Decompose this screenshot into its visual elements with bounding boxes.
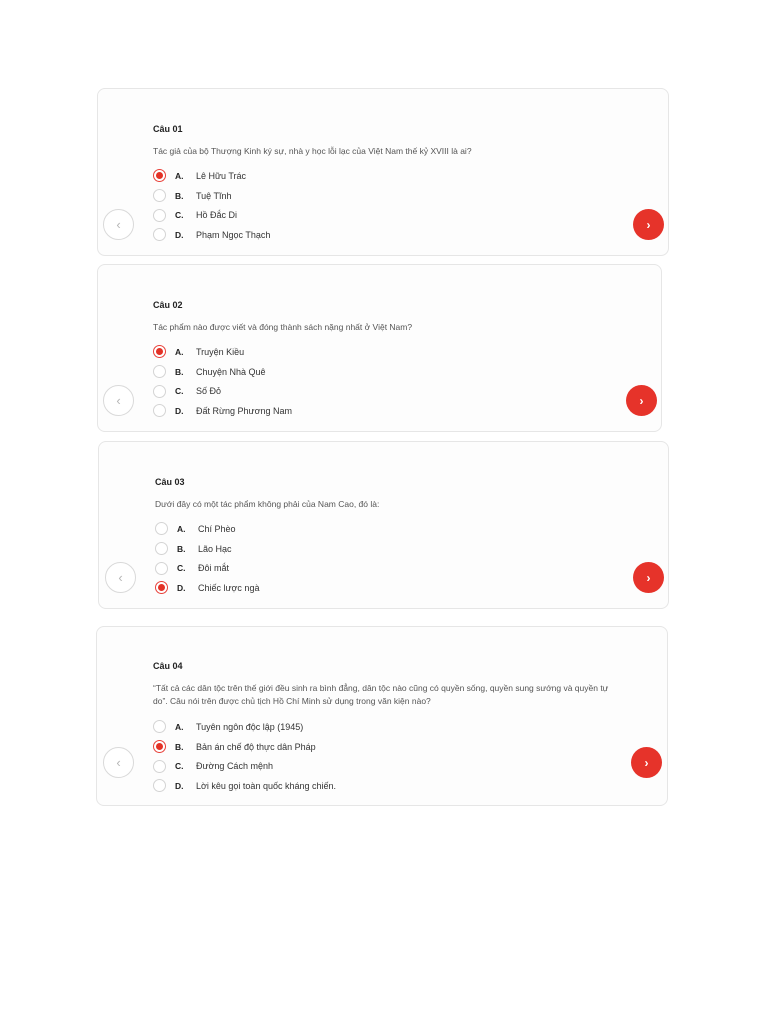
radio-selected[interactable] — [155, 581, 168, 594]
question-card-1 — [97, 88, 669, 256]
answer-options — [155, 519, 259, 598]
option-letter: A. — [175, 170, 184, 181]
option-a[interactable] — [153, 342, 292, 362]
answer-options — [153, 166, 270, 245]
option-text: Số Đỏ — [196, 386, 222, 397]
option-d[interactable] — [153, 401, 292, 421]
option-letter: C. — [175, 761, 184, 772]
question-card-4 — [96, 626, 668, 806]
radio-selected[interactable] — [153, 169, 166, 182]
chevron-right-icon: › — [644, 755, 649, 770]
prev-button[interactable] — [103, 747, 134, 778]
option-letter: B. — [177, 543, 186, 554]
option-letter: C. — [175, 210, 184, 221]
next-button[interactable] — [633, 562, 664, 593]
option-a[interactable] — [155, 519, 259, 539]
next-button[interactable] — [633, 209, 664, 240]
option-text: Lời kêu gọi toàn quốc kháng chiến. — [196, 780, 337, 791]
chevron-right-icon: › — [639, 393, 644, 408]
radio-selected[interactable] — [153, 345, 166, 358]
answer-options — [153, 342, 292, 421]
option-d[interactable] — [153, 225, 270, 245]
option-d[interactable] — [153, 776, 336, 796]
option-text: Hồ Đắc Di — [196, 210, 238, 221]
next-button[interactable] — [631, 747, 662, 778]
radio[interactable] — [153, 228, 166, 241]
question-text: Tác phẩm nào được viết và đóng thành sách nặng nhất ở Việt Nam? — [153, 322, 413, 332]
option-letter: D. — [175, 780, 184, 791]
option-a[interactable] — [153, 717, 336, 737]
chevron-right-icon: › — [646, 570, 651, 585]
question-title: Câu 03 — [155, 477, 185, 487]
option-a[interactable] — [153, 166, 270, 186]
chevron-left-icon: ‹ — [118, 570, 123, 585]
option-letter: B. — [175, 190, 184, 201]
option-c[interactable] — [153, 205, 270, 225]
option-letter: B. — [175, 366, 184, 377]
option-text: Tuệ Tĩnh — [196, 190, 232, 201]
prev-button[interactable] — [103, 385, 134, 416]
question-text: Dưới đây có một tác phẩm không phải của Nam Cao, đó là: — [155, 499, 380, 509]
radio[interactable] — [153, 779, 166, 792]
option-text: Truyện Kiều — [196, 346, 245, 357]
question-card-3 — [98, 441, 669, 609]
radio[interactable] — [153, 760, 166, 773]
option-letter: A. — [177, 523, 186, 534]
option-letter: A. — [175, 721, 184, 732]
option-c[interactable] — [153, 381, 292, 401]
option-letter: D. — [175, 405, 184, 416]
question-text: Tác giả của bộ Thượng Kinh ký sự, nhà y học lỗi lạc của Việt Nam thế kỷ XVIII là ai? — [153, 146, 472, 156]
option-text: Lão Hạc — [198, 543, 232, 554]
question-title: Câu 01 — [153, 124, 183, 134]
radio[interactable] — [155, 562, 168, 575]
radio[interactable] — [153, 189, 166, 202]
answer-options — [153, 717, 336, 796]
prev-button[interactable] — [103, 209, 134, 240]
radio[interactable] — [153, 720, 166, 733]
option-text: Chí Phèo — [198, 523, 236, 534]
question-text: “Tất cả các dân tộc trên thế giới đều sinh ra bình đẳng, dân tộc nào cũng có quyền sống, quyền sung sướng và quyền tự do”. Câu nói trên được chủ tịch Hồ Chí Minh sử dụng trong văn kiện nào? — [153, 683, 609, 706]
option-text: Chuyện Nhà Quê — [196, 366, 266, 377]
option-letter: C. — [175, 386, 184, 397]
question-title: Câu 04 — [153, 661, 183, 671]
option-text: Phạm Ngọc Thạch — [196, 229, 271, 240]
option-b[interactable] — [153, 737, 336, 757]
option-c[interactable] — [153, 756, 336, 776]
option-b[interactable] — [155, 539, 259, 559]
option-letter: B. — [175, 741, 184, 752]
option-letter: D. — [175, 229, 184, 240]
option-text: Bản án chế độ thực dân Pháp — [196, 741, 316, 752]
radio[interactable] — [153, 404, 166, 417]
radio[interactable] — [153, 385, 166, 398]
option-letter: C. — [177, 563, 186, 574]
radio[interactable] — [153, 209, 166, 222]
option-text: Tuyên ngôn độc lập (1945) — [196, 721, 304, 732]
chevron-left-icon: ‹ — [116, 217, 121, 232]
option-text: Đất Rừng Phương Nam — [196, 405, 292, 416]
option-text: Chiếc lược ngà — [198, 582, 260, 593]
option-text: Đường Cách mệnh — [196, 761, 273, 772]
option-letter: D. — [177, 582, 186, 593]
option-b[interactable] — [153, 186, 270, 206]
option-text: Lê Hữu Trác — [196, 170, 247, 181]
option-letter: A. — [175, 346, 184, 357]
option-c[interactable] — [155, 558, 259, 578]
chevron-right-icon: › — [646, 217, 651, 232]
radio[interactable] — [153, 365, 166, 378]
chevron-left-icon: ‹ — [116, 755, 121, 770]
question-title: Câu 02 — [153, 300, 183, 310]
option-d[interactable] — [155, 578, 259, 598]
option-b[interactable] — [153, 362, 292, 382]
radio-selected[interactable] — [153, 740, 166, 753]
option-text: Đôi mắt — [198, 563, 230, 574]
next-button[interactable] — [626, 385, 657, 416]
chevron-left-icon: ‹ — [116, 393, 121, 408]
prev-button[interactable] — [105, 562, 136, 593]
radio[interactable] — [155, 542, 168, 555]
question-card-2 — [97, 264, 662, 432]
radio[interactable] — [155, 522, 168, 535]
